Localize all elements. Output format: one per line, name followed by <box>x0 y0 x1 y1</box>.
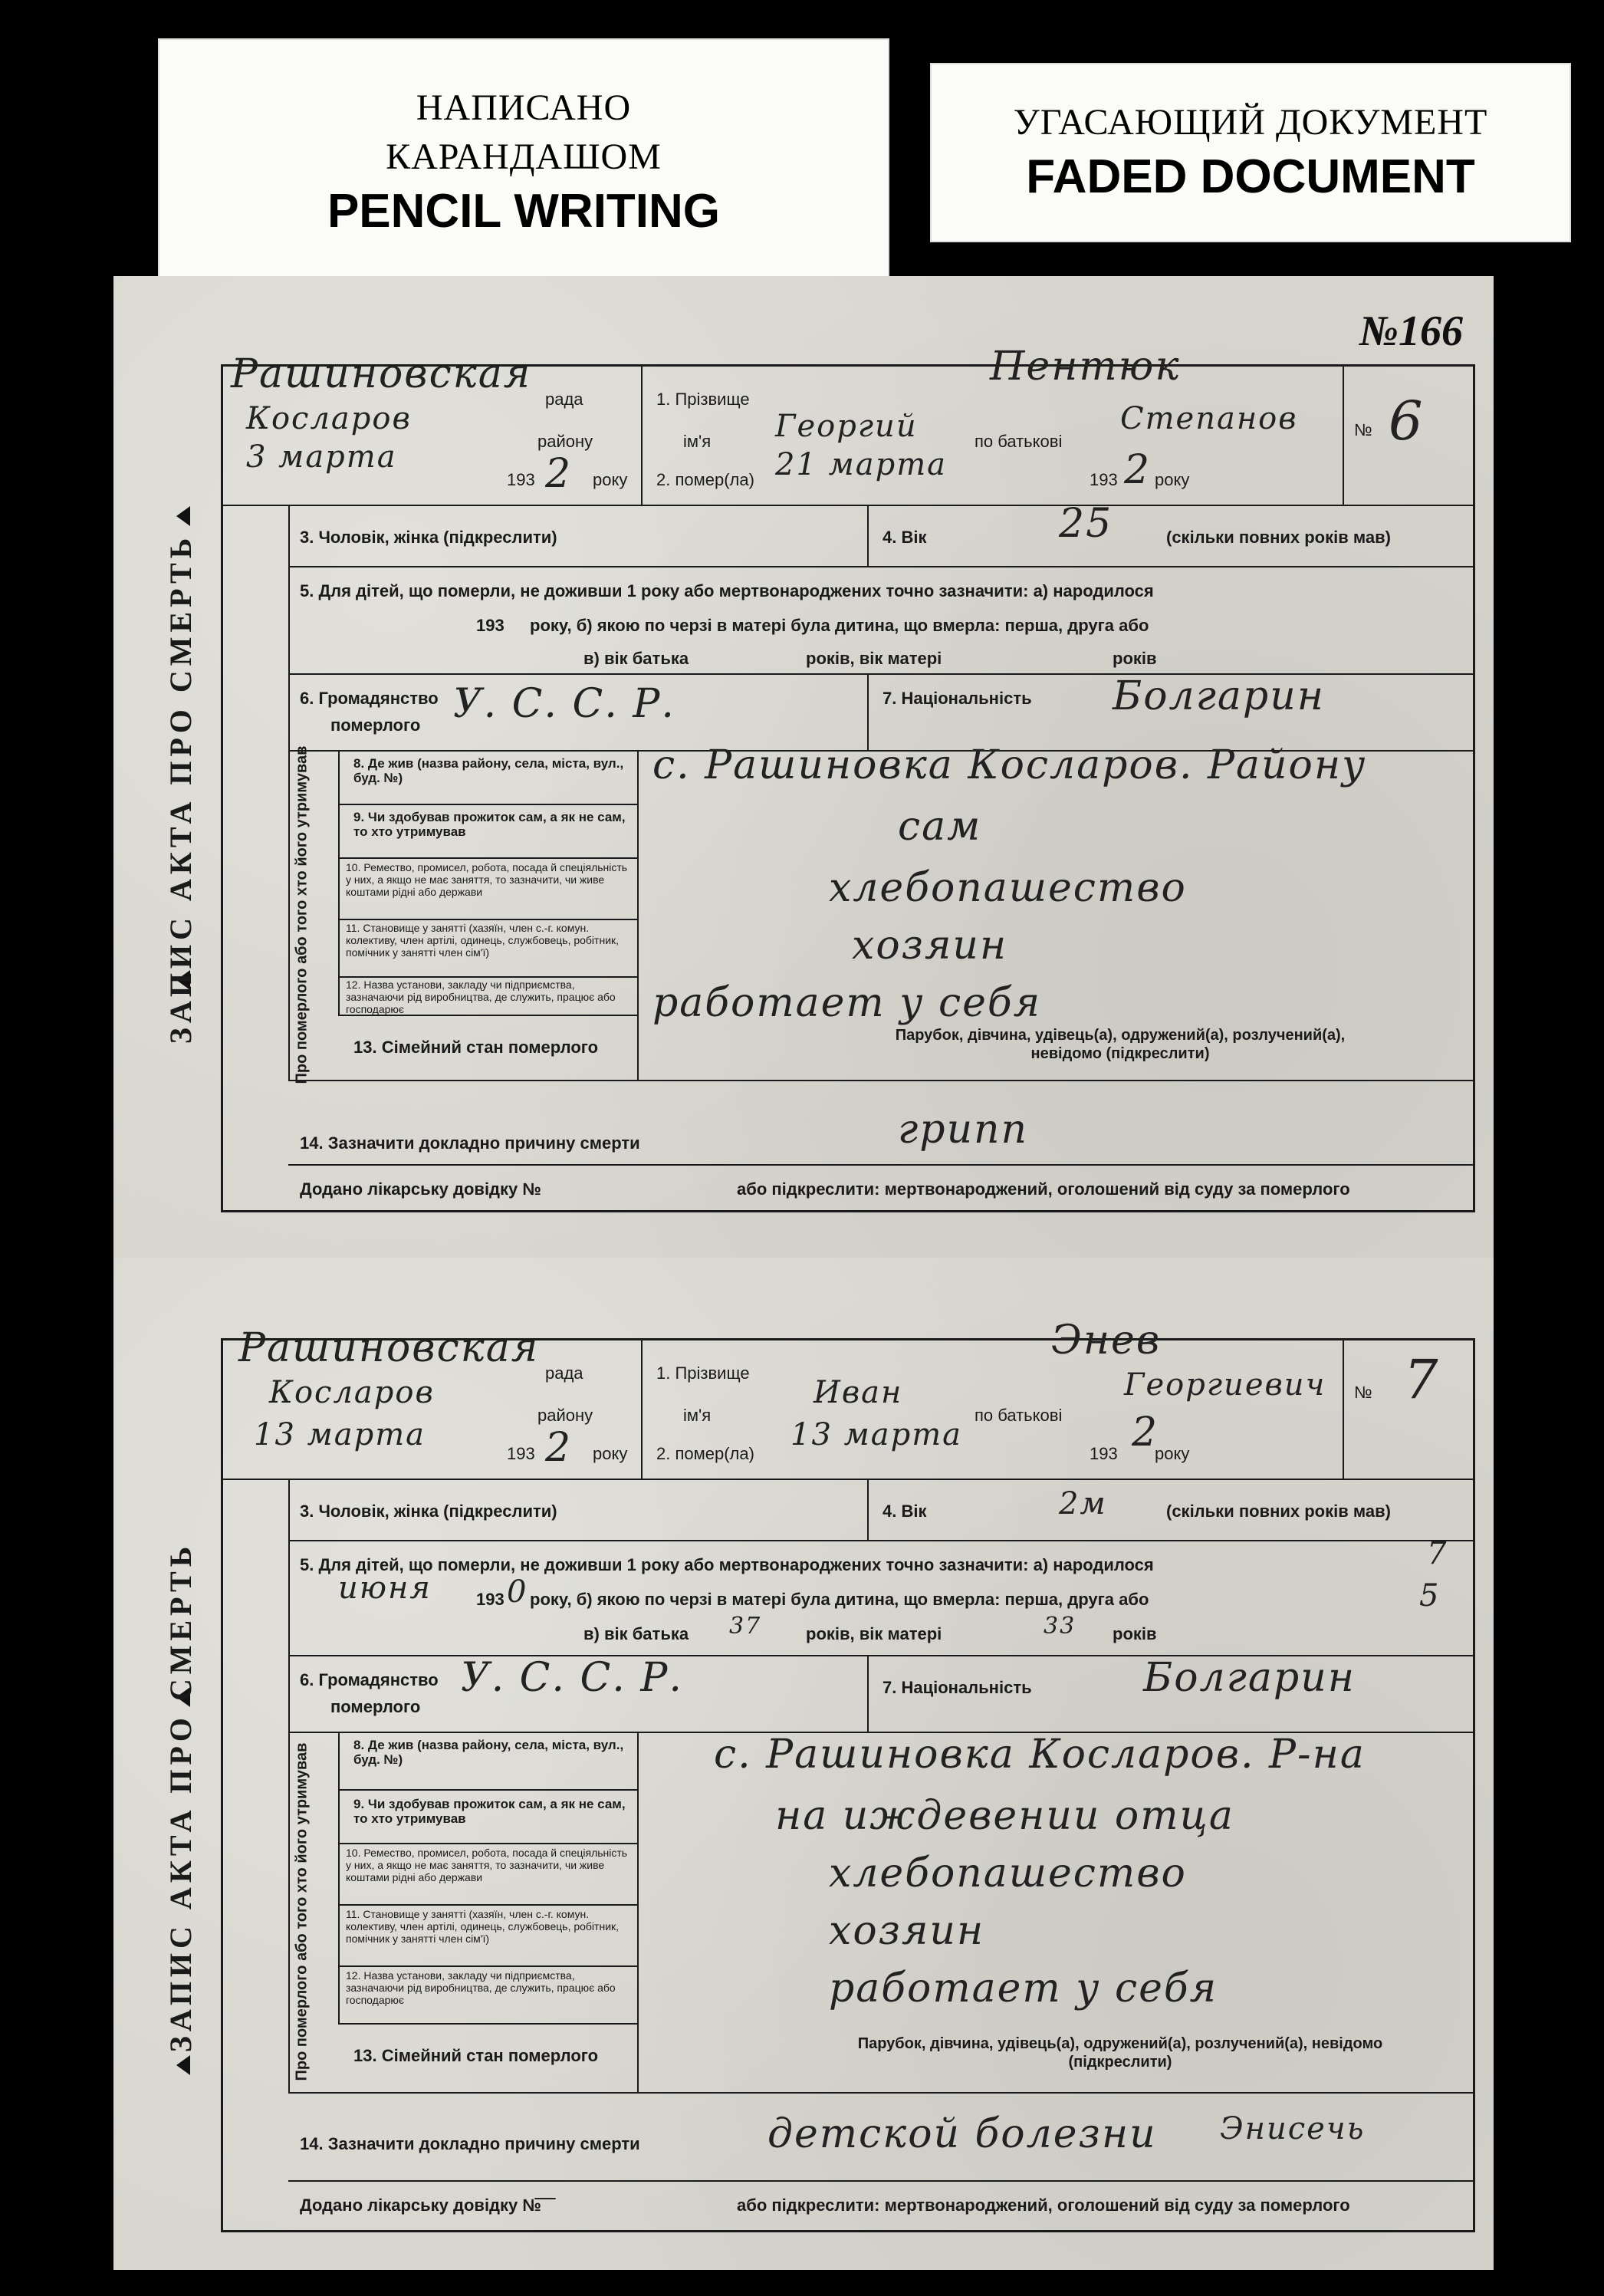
nationality-label: 7. Національність <box>883 689 1032 708</box>
marital-options: Парубок, дівчина, удівець(а), одружений(а), розлучений(а), невідомо (підкреслити) <box>857 2035 1383 2071</box>
name-label: ім'я <box>683 1406 712 1425</box>
patronymic-label: по батькові <box>975 432 1063 451</box>
hw-death-date: 21 марта <box>775 447 948 482</box>
hw-nationality: Болгарин <box>1113 673 1325 719</box>
occupation-label: 10. Ремество, промисел, робота, посада й спеціяльність у них, а якщо не має заняття, то зазначити, чи живе коштами рідні або держави <box>346 1847 628 1883</box>
certificate-label: Додано лікарську довідку № <box>300 2196 541 2215</box>
hw-age: 2м <box>1059 1486 1107 1521</box>
side-title: ЗАПИС АКТА ПРО СМЕРТЬ <box>163 533 199 1044</box>
hw-raion: Косларов <box>269 1375 435 1410</box>
pencil-label-line1: НАПИСАНО <box>416 87 632 128</box>
children-field-line1: 5. Для дітей, що померли, не доживши 1 року або мертвонароджених точно зазначити: а) народилося <box>300 581 1154 600</box>
hw-name: Иван <box>814 1375 903 1410</box>
roku-label: року <box>593 470 628 489</box>
name-label: ім'я <box>683 432 712 451</box>
faded-label-line2: FADED DOCUMENT <box>1026 150 1475 203</box>
number-label: № <box>1354 1383 1372 1402</box>
hw-death-year: 2 <box>1124 447 1152 493</box>
age-suffix: (скільки повних років мав) <box>1166 528 1391 547</box>
hw-citizenship: У. С. С. Р. <box>453 681 675 727</box>
death-record-6 <box>163 344 1475 1212</box>
year-prefix-2: 193 <box>1090 1444 1118 1463</box>
certificate-label-2: або підкреслити: мертвонароджений, оголошений від суду за померлого <box>737 1179 1350 1199</box>
hw-raion: Косларов <box>246 401 412 436</box>
year-prefix-2: 193 <box>1090 470 1118 489</box>
workplace-label: 12. Назва установи, закладу чи підприємства, зазначаючи рід виробництва, де служить, працює або господарює <box>346 1969 616 2006</box>
raion-label: району <box>537 1406 593 1425</box>
rada-label: рада <box>545 390 583 409</box>
hw-born-month: июня <box>338 1571 432 1606</box>
faded-label-line1: УГАСАЮЩИЙ ДОКУМЕНТ <box>1013 102 1488 143</box>
surname-label: 1. Прізвище <box>656 390 750 409</box>
hw-workplace: работает у себя <box>652 980 1042 1026</box>
children-field-line3c: років <box>1113 1624 1157 1643</box>
cause-label: 14. Зазначити докладно причину смерти <box>300 1133 640 1153</box>
hw-death-year: 2 <box>1132 1410 1159 1456</box>
hw-surname: Пентюк <box>990 344 1181 390</box>
hw-mother-age: 33 <box>1044 1613 1076 1640</box>
number-label: № <box>1354 420 1372 439</box>
sheet-number: №166 <box>1359 308 1463 355</box>
income-label: 9. Чи здобував прожиток сам, а як не сам, то хто утримував <box>353 810 626 839</box>
children-field-line3a: в) вік батька <box>583 649 689 668</box>
hw-cause: детской болезни <box>767 2111 1157 2157</box>
children-field-line1: 5. Для дітей, що померли, не доживши 1 року або мертвонароджених точно зазначити: а) народилося <box>300 1555 1154 1574</box>
residence-label: 8. Де жив (назва району, села, міста, вул., буд. №) <box>353 1738 624 1767</box>
status-label: 11. Становище у занятті (хазяїн, член с.-г. комун. колективу, член артілі, одинець, службовець, робітник, помічник у занятті член сім'ї) <box>346 922 620 959</box>
roku-label-2: року <box>1155 1444 1190 1463</box>
hw-residence: с. Рашиновка Косларов. Р-на <box>714 1732 1366 1778</box>
hw-name: Георгий <box>775 409 918 444</box>
residence-label: 8. Де жив (назва району, села, міста, вул., буд. №) <box>353 756 624 785</box>
pencil-writing-label <box>158 38 889 287</box>
side-title: ЗАПИС АКТА ПРО СМЕРТЬ <box>163 1541 199 2052</box>
hw-born: 7 <box>1427 1536 1448 1571</box>
gender-field: 3. Чоловік, жінка (підкреслити) <box>300 528 557 547</box>
children-field-line3a: в) вік батька <box>583 1624 689 1643</box>
pencil-label-line2: КАРАНДАШОМ <box>386 137 662 177</box>
children-field-line3b: років, вік матері <box>806 1624 942 1643</box>
children-field-line2b: року, б) якою по черзі в матері була дитина, що вмерла: перша, друга або <box>530 616 1149 635</box>
hw-death-date: 13 марта <box>790 1417 963 1452</box>
children-field-line2a: 193 <box>476 616 505 635</box>
marital-label: 13. Сімейний стан померлого <box>353 2046 599 2065</box>
sub-side-label: Про померлого або того хто його утримував <box>293 745 310 1084</box>
hw-reg-year: 2 <box>545 1425 573 1471</box>
hw-reg-date: 13 марта <box>254 1417 426 1452</box>
age-suffix: (скільки повних років мав) <box>1166 1502 1391 1521</box>
surname-label: 1. Прізвище <box>656 1363 750 1383</box>
hw-rada: Рашиновская <box>238 1325 540 1371</box>
citizenship-label: 6. Громадянство <box>300 1670 439 1689</box>
income-label: 9. Чи здобував прожиток сам, а як не сам, то хто утримував <box>353 1797 626 1826</box>
hw-father-age: 37 <box>729 1613 762 1640</box>
certificate-label: Додано лікарську довідку № <box>300 1179 541 1199</box>
hw-age: 25 <box>1059 501 1113 547</box>
hw-income: сам <box>898 804 982 850</box>
age-field: 4. Вік <box>883 1502 927 1521</box>
cause-label: 14. Зазначити докладно причину смерти <box>300 2134 640 2153</box>
pencil-label-line3: PENCIL WRITING <box>327 185 721 238</box>
marital-label: 13. Сімейний стан померлого <box>353 1038 599 1057</box>
faded-document-label <box>930 63 1571 242</box>
children-field-line3c: років <box>1113 649 1157 668</box>
hw-number: 6 <box>1389 390 1425 452</box>
hw-status: хозяин <box>829 1908 985 1954</box>
hw-reg-date: 3 марта <box>246 439 397 475</box>
hw-patronymic: Георгиевич <box>1124 1367 1326 1403</box>
hw-status: хозяин <box>852 923 1008 969</box>
record-sheet-bottom <box>113 1258 1494 2270</box>
citizenship-label: 6. Громадянство <box>300 689 439 708</box>
hw-signature: Энисечь <box>1220 2111 1366 2146</box>
hw-nationality: Болгарин <box>1143 1655 1356 1701</box>
death-record-7 <box>163 1317 1475 2232</box>
hw-patronymic: Степанов <box>1120 401 1298 436</box>
age-field: 4. Вік <box>883 528 927 547</box>
children-field-line2b: року, б) якою по черзі в матері була дитина, що вмерла: перша, друга або <box>530 1590 1149 1609</box>
hw-surname: Энев <box>1051 1317 1162 1363</box>
children-field-line2a: 193 <box>476 1590 505 1609</box>
children-field-line3b: років, вік матері <box>806 649 942 668</box>
hw-certificate: — <box>534 2184 558 2211</box>
patronymic-label: по батькові <box>975 1406 1063 1425</box>
died-label: 2. помер(ла) <box>656 470 754 489</box>
occupation-label: 10. Ремество, промисел, робота, посада й спеціяльність у них, а якщо не має заняття, то зазначити, чи живе коштами рідні або держави <box>346 861 628 898</box>
hw-born-year: 0 <box>507 1574 528 1610</box>
hw-number: 7 <box>1404 1348 1440 1411</box>
died-label: 2. помер(ла) <box>656 1444 754 1463</box>
sub-side-label: Про померлого або того хто його утримував <box>293 1742 310 2081</box>
raion-label: району <box>537 432 593 451</box>
hw-reg-year: 2 <box>545 451 573 497</box>
marital-options: Парубок, дівчина, удівець(а), одружений(а), розлучений(а), невідомо (підкреслити) <box>895 1027 1346 1062</box>
gender-field: 3. Чоловік, жінка (підкреслити) <box>300 1502 557 1521</box>
year-prefix: 193 <box>507 470 535 489</box>
year-prefix: 193 <box>507 1444 535 1463</box>
roku-label-2: року <box>1155 470 1190 489</box>
hw-occupation: хлебопашество <box>829 1850 1187 1896</box>
status-label: 11. Становище у занятті (хазяїн, член с.-г. комун. колективу, член артілі, одинець, службовець, робітник, помічник у занятті член сім'ї) <box>346 1908 620 1945</box>
record-sheet-top <box>113 276 1494 1265</box>
hw-occupation: хлебопашество <box>829 865 1187 911</box>
certificate-label-2: або підкреслити: мертвонароджений, оголошений від суду за померлого <box>737 2196 1350 2215</box>
roku-label: року <box>593 1444 628 1463</box>
hw-workplace: работает у себя <box>829 1965 1218 2011</box>
hw-citizenship: У. С. С. Р. <box>461 1655 683 1701</box>
hw-income: на иждевении отца <box>775 1793 1234 1839</box>
hw-residence: с. Рашиновка Косларов. Району <box>652 742 1367 788</box>
workplace-label: 12. Назва установи, закладу чи підприємства, зазначаючи рід виробництва, де служить, працює або господарює <box>346 979 616 1015</box>
rada-label: рада <box>545 1363 583 1383</box>
hw-order: 5 <box>1419 1578 1441 1613</box>
hw-cause: грипп <box>898 1107 1029 1153</box>
hw-rada: Рашиновская <box>231 351 532 397</box>
nationality-label: 7. Національність <box>883 1678 1032 1697</box>
citizenship-label-2: померлого <box>330 1697 421 1716</box>
citizenship-label-2: померлого <box>330 715 421 735</box>
